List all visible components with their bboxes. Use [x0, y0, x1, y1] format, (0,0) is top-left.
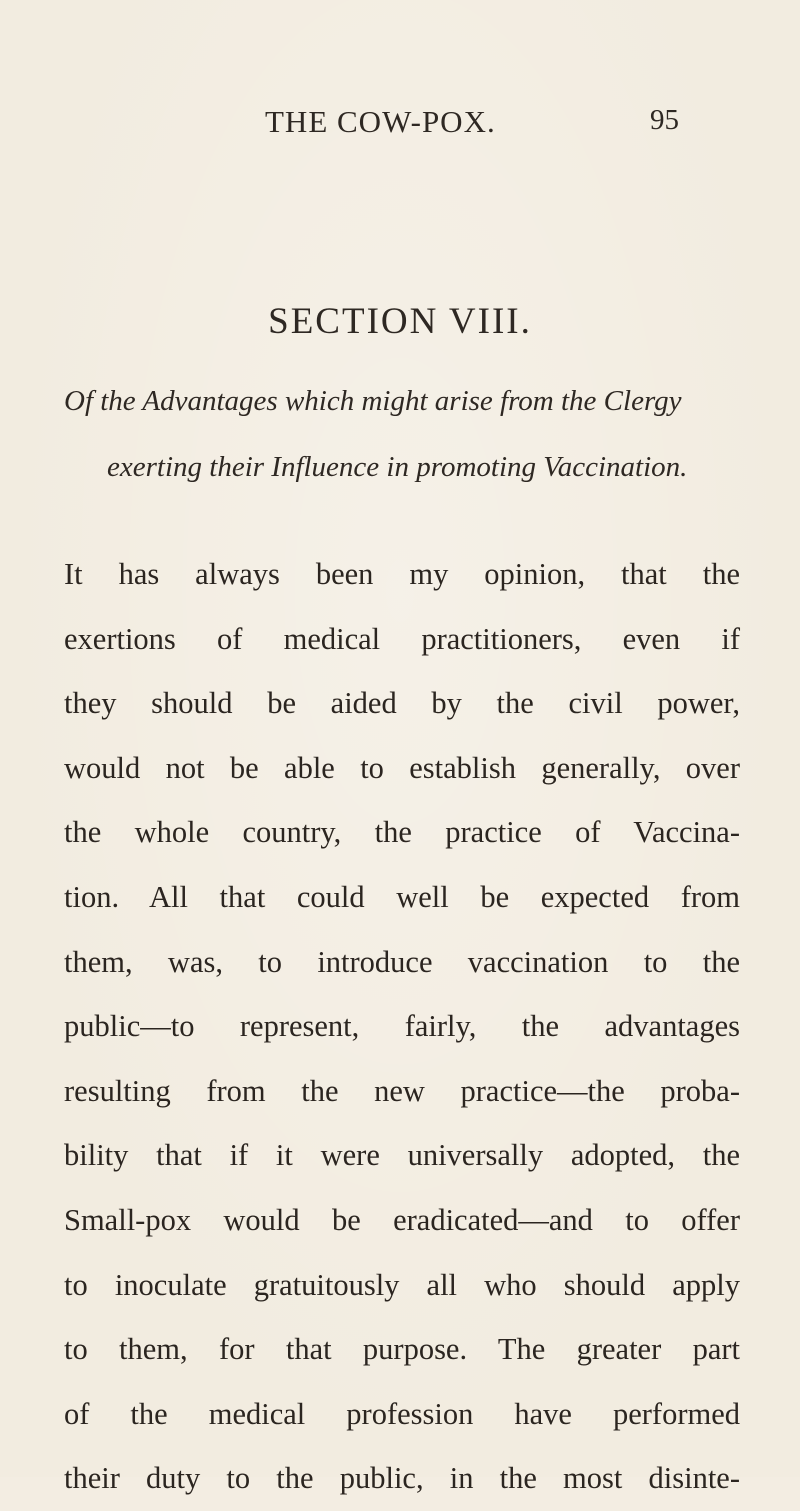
subtitle-line-1: Of the Advantages which might arise from the Clergy: [64, 385, 682, 417]
running-title: THE COW-POX.: [265, 104, 496, 139]
text-line: bility that if it were universally adopted, the: [64, 1138, 740, 1173]
text-line: of the medical profession have performed: [64, 1396, 740, 1431]
text-line: public—to represent, fairly, the advantages: [64, 1009, 740, 1044]
subtitle-line-2: exerting their Influence in promoting Vaccination.: [107, 451, 688, 483]
section-subtitle: [64, 368, 744, 500]
text-line: Small-pox would be eradicated—and to offer: [64, 1202, 740, 1237]
page-number: 95: [650, 104, 679, 136]
text-line: to them, for that purpose. The greater part: [64, 1332, 740, 1367]
text-line: the whole country, the practice of Vaccina-: [64, 815, 740, 850]
section-heading: SECTION VIII.: [268, 301, 532, 342]
text-line: It has always been my opinion, that the: [64, 557, 740, 591]
text-line: them, was, to introduce vaccination to the: [64, 944, 740, 979]
text-line: their duty to the public, in the most disinte-: [64, 1461, 740, 1496]
text-line: they should be aided by the civil power,: [64, 686, 740, 721]
text-line: exertions of medical practitioners, even if: [64, 621, 740, 656]
text-line: would not be able to establish generally, over: [64, 750, 740, 785]
running-head: [0, 104, 800, 144]
body-paragraph: [64, 542, 740, 1511]
text-line: to inoculate gratuitously all who should apply: [64, 1267, 740, 1302]
text-line: resulting from the new practice—the proba-: [64, 1073, 740, 1108]
text-line: tion. All that could well be expected from: [64, 879, 740, 914]
